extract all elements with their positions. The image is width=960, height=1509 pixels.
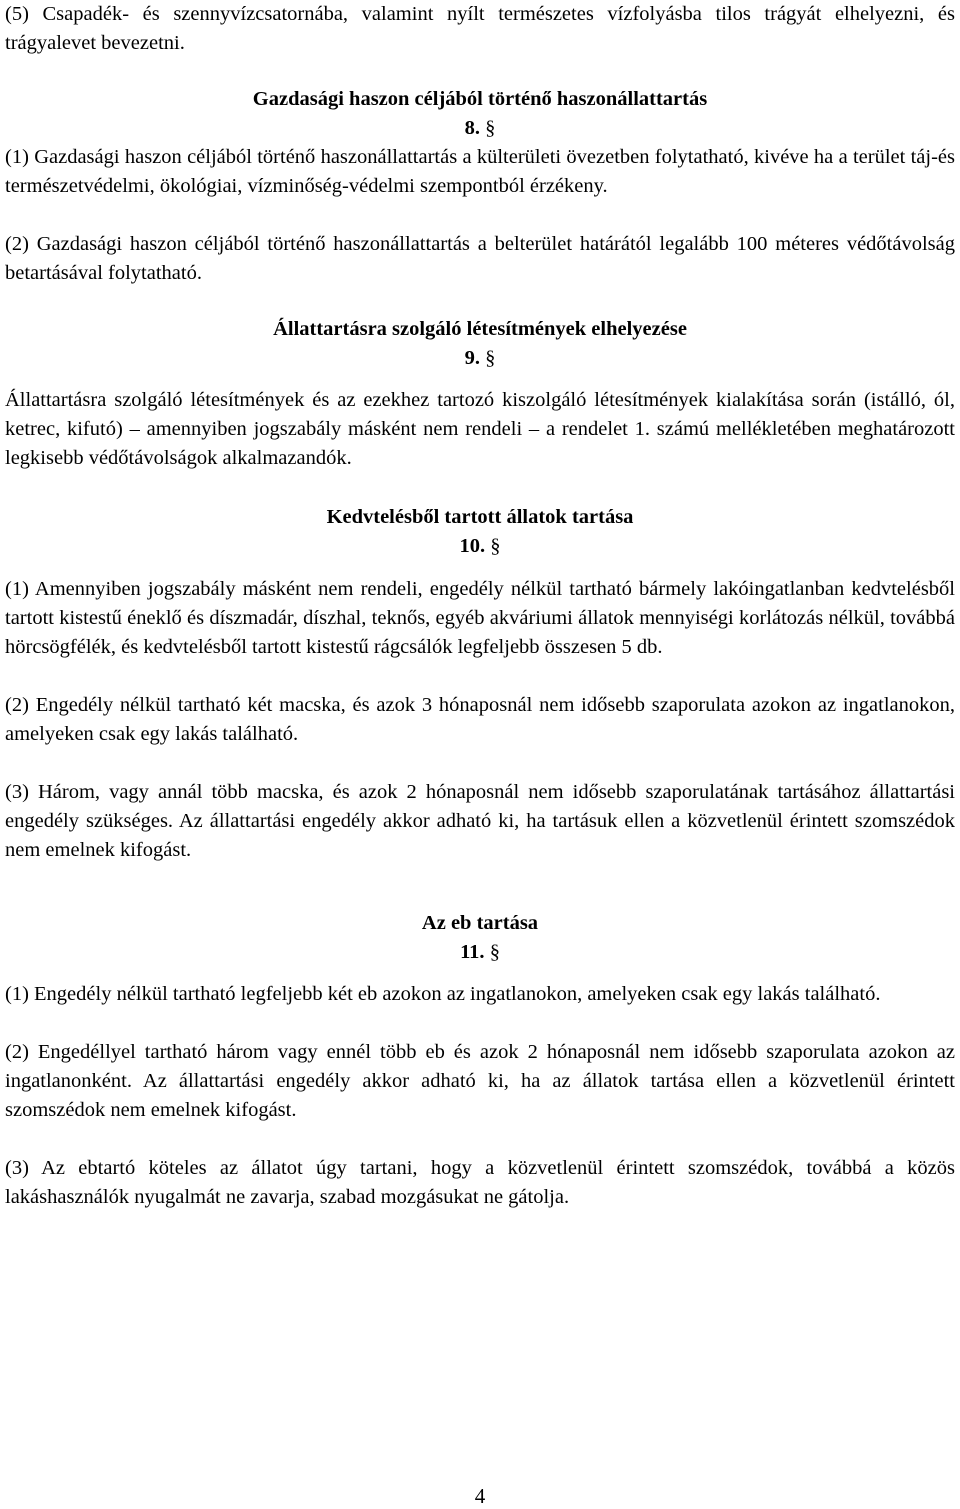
paragraph-8-2: (2) Gazdasági haszon céljából történő haszonállattartás a belterület határától legalább 100 méteres védőtávolság betartásával folytatható.	[5, 233, 955, 284]
paragraph-10-1: (1) Amennyiben jogszabály másként nem rendeli, engedély nélkül tartható bármely lakóingatlanban kedvtelésből tartott kistestű éneklő és díszmadár, díszhal, teknős, egyéb akváriumi állatok mennyiségi korlátozás nélkül, továbbá hörcsögfélék, és kedvtelésből tartott kistestű rágcsálók legfeljebb összesen 5 db.	[5, 578, 955, 658]
paragraph-8-1: (1) Gazdasági haszon céljából történő haszonállattartás a külterületi övezetben folytatható, kivéve ha a terület táj-és természetvédelmi, ökológiai, vízminőség-védelmi szempontból érzékeny.	[5, 146, 955, 197]
section-11-heading: Az eb tartása	[421, 912, 539, 934]
paragraph-5-5: (5) Csapadék- és szennyvízcsatornába, valamint nyílt természetes vízfolyásba tilos trágyát elhelyezni, és trágyalevet bevezetni.	[5, 3, 955, 54]
section-11-number	[5, 938, 955, 967]
section-sign-icon: §	[490, 535, 501, 557]
paragraph-10-3: (3) Három, vagy annál több macska, és azok 2 hónaposnál nem idősebb szaporulatának tartásához állattartási engedély szükséges. Az állattartási engedély akkor adható ki, ha tartásuk ellen a közvetlenül érintett szomszédok nem emelnek kifogást.	[5, 781, 955, 861]
paragraph-9-1: Állattartásra szolgáló létesítmények és az ezekhez tartozó kiszolgáló létesítmények kialakítása során (istálló, ól, ketrec, kifutó) – amennyiben jogszabály másként nem rendeli – a rendelet 1. számú mellékletében meghatározott legkisebb védőtávolságok alkalmazandók.	[5, 389, 955, 469]
section-8-heading: Gazdasági haszon céljából történő haszonállattartás	[252, 88, 708, 110]
page-number: 4	[474, 1484, 486, 1508]
section-8-number-text: 8.	[464, 117, 480, 139]
paragraph-11-3: (3) Az ebtartó köteles az állatot úgy tartani, hogy a közvetlenül érintett szomszédok, továbbá a közös lakáshasználók nyugalmát ne zavarja, szabad mozgásukat ne gátolja.	[5, 1157, 955, 1208]
section-sign-icon: §	[489, 941, 500, 963]
section-10-number	[5, 532, 955, 561]
section-9-heading: Állattartásra szolgáló létesítmények elhelyezése	[273, 318, 687, 340]
section-8-number	[5, 114, 955, 143]
section-10-heading: Kedvtelésből tartott állatok tartása	[326, 506, 634, 528]
paragraph-11-1: (1) Engedély nélkül tartható legfeljebb két eb azokon az ingatlanokon, amelyeken csak egy lakás található.	[5, 983, 881, 1005]
section-9-number-text: 9.	[464, 347, 480, 369]
paragraph-11-2: (2) Engedéllyel tartható három vagy ennél több eb és azok 2 hónaposnál nem idősebb szaporulata azokon az ingatlanonként. Az állattartási engedély akkor adható ki, ha az állatok tartása ellen a közvetlenül érintett szomszédok nem emelnek kifogást.	[5, 1041, 955, 1121]
document-page	[5, 0, 955, 1212]
paragraph-10-2: (2) Engedély nélkül tartható két macska, és azok 3 hónaposnál nem idősebb szaporulata azokon az ingatlanokon, amelyeken csak egy lakás található.	[5, 694, 955, 745]
section-9-number	[5, 344, 955, 373]
section-sign-icon: §	[485, 347, 496, 369]
section-sign-icon: §	[485, 117, 496, 139]
section-11-number-text: 11.	[460, 941, 485, 963]
section-10-number-text: 10.	[459, 535, 486, 557]
